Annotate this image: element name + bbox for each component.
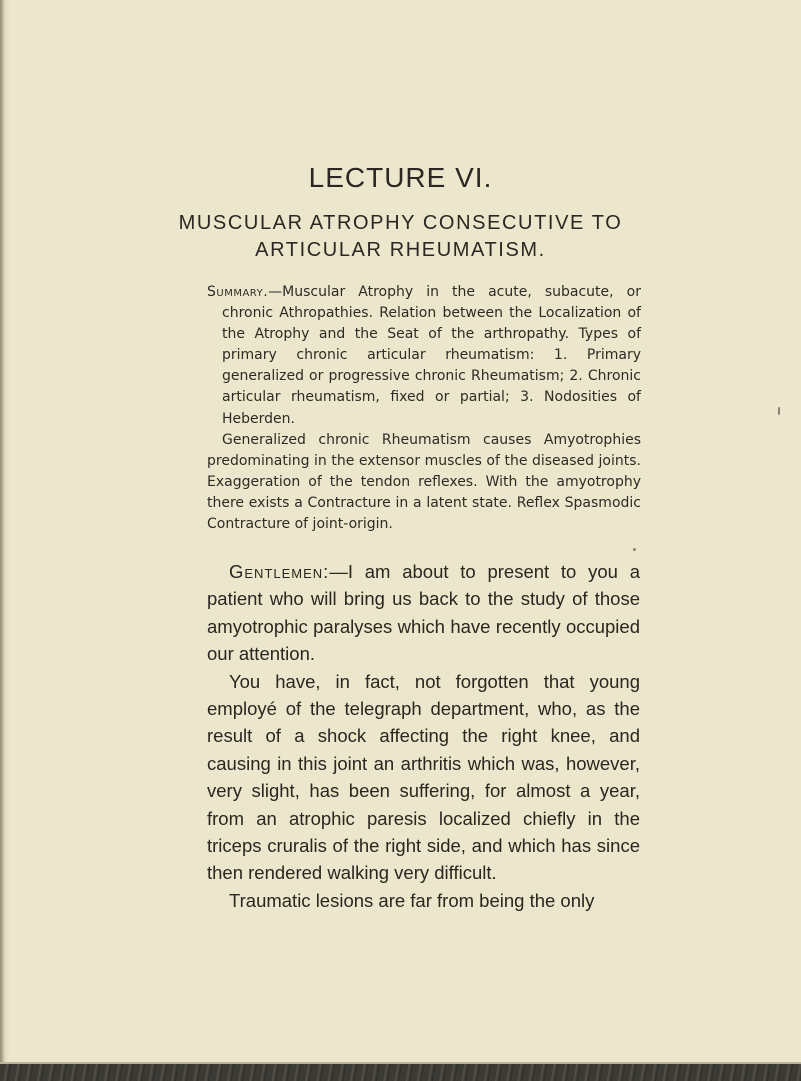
lecture-title: LECTURE VI. [308,162,493,193]
summary-label: Summary. [207,284,269,300]
page-bottom-edge [0,1064,801,1081]
summary-paragraph-1 [207,282,641,430]
lecture-subtitle-line-2: ARTICULAR RHEUMATISM. [255,239,546,261]
summary-paragraph-1-text: —Muscular Atrophy in the acute, subacute, or chronic Athropathies. Relation between the Localization of the Atrophy and the Seat of the arthropathy. Types of primary chronic articular rheumatism: 1. Primary generalized or progressive chronic Rheumatism; 2. Chronic articular rheumatism, fixed or partial; 3. Nodosities of Heberden. [222,284,641,427]
salutation: Gentlemen: [229,561,330,582]
lecture-body [207,558,640,914]
summary-paragraph-2: Generalized chronic Rheumatism causes Amyotrophies predominating in the extensor muscles of the diseased joints. Exaggeration of the tendon reflexes. With the amyotrophy there exists a Contracture in a latent state. Reflex Spasmodic Contracture of joint-origin. [207,431,641,533]
body-paragraph-2: You have, in fact, not forgotten that young employé of the telegraph department, who, as the result of a shock affecting the right knee, and causing in this joint an arthritis which was, however, very slight, has been suffering, for almost a year, from an atrophic paresis localized chiefly in the triceps cruralis of the right side, and which has since then rendered walking very difficult. [207,670,640,884]
body-paragraph-3: Traumatic lesions are far from being the only [229,889,595,911]
body-paragraph-1 [207,558,640,668]
paper-mark [778,407,780,415]
lecture-subtitle-line-1: MUSCULAR ATROPHY CONSECUTIVE TO [178,212,623,234]
summary-block [207,282,641,535]
paper-speck [633,548,636,551]
body-paragraph-1-text: —I am about to present to you a patient who will bring us back to the study of those amyotrophic paralyses which have recently occupied our attention. [207,561,640,665]
